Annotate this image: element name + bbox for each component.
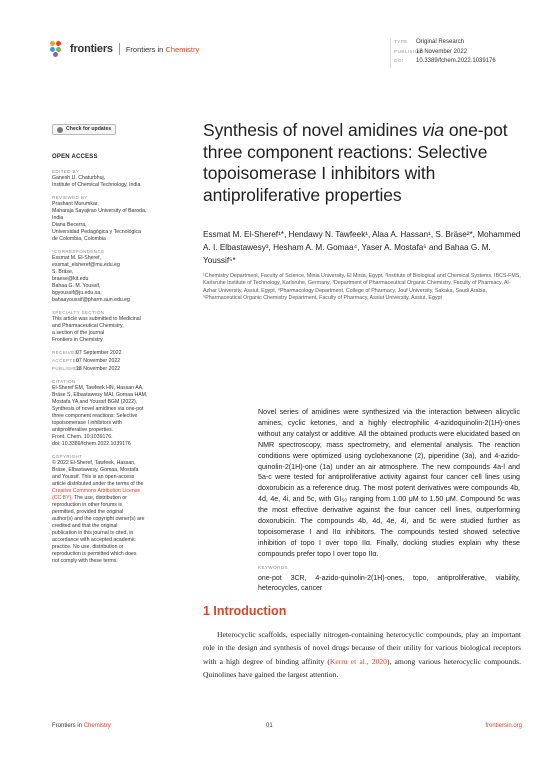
- page-number: 01: [266, 723, 273, 729]
- frontiers-logo[interactable]: [50, 41, 199, 57]
- correspondence: Essmat M. El-Sheref, essmat_elsheref@mu.edu.eg S. Bräse, braese@kit.edu Bahaa G. M. Youssif, bgyoussif@ju.edu.sa, bahaayoussif@pharm.aun.edu.eg: [52, 255, 130, 303]
- check-for-updates-button[interactable]: Check for updates: [52, 124, 116, 135]
- introduction-paragraph: Heterocyclic scaffolds, especially nitrogen-containing heterocyclic compounds, play an important role in the design and synthesis of novel drugs because of their utility for various biological receptors with a high degree of binding affinity (Kerru et al., 2020), among various heterocyclic compounds. Quinolines have gained the largest attention.: [203, 630, 521, 679]
- affiliations: ¹Chemistry Department, Faculty of Science, Minia University, El Minia, Egypt, ²Institute of Biological and Chemical Systems, IBCS-FMS, Karlsruhe Institute of Technology, Karlsruhe, Germany, ³Department of Pharmaceutical Organic Chemistry, Faculty of Pharmacy, Al-Azhar University, Assiut, Egypt, ⁴Pharmacology Department, College of Pharmacy, Jouf University, Sakaka, Saudi Arabia, ⁵Pharmaceutical Organic Chemistry Department, Faculty of Pharmacy, Assiut University, Assiut, Egypt: [203, 273, 521, 302]
- footer-site-link[interactable]: frontiersin.org: [485, 723, 522, 729]
- reviewed-by: Prashant Murumkar, Maharaja Sayajirao University of Baroda, India Diana Becerra, Universidad Pedagógica y Tecnológica de Colombia, Colombia: [52, 201, 147, 242]
- open-access-label: OPEN ACCESS: [52, 154, 98, 160]
- specialty-section: This article was submitted to Medicinal and Pharmaceutical Chemistry, a section of the journal Frontiers in Chemistry: [52, 316, 141, 343]
- citation: El-Sheref EM, Tawfeek HN, Hassan AA, Bräse S, Elbastawesy MAI, Gomaa HAM, Mostafa YA and Youssif BGM (2022), Synthesis of novel amidines via one-pot three component reactions: Selective topoisomerase I inhibitors with antiproliferative properties. Front. Chem. 10:1039176. doi: 10.3389/fchem.2022.1039176: [52, 385, 148, 447]
- published-date: 18 November 2022: [416, 48, 468, 55]
- footer-journal: Frontiers in Chemistry: [52, 723, 111, 729]
- abstract: Novel series of amidines were synthesized via the interaction between alicyclic amines, cyclic ketones, and a highly electrophilic 4-azidoquinolin-2(1H)-ones without any catalyst or additive. All the obtained products were elucidated based on NMR spectroscopy, mass spectrometry, and elemental analysis. The reaction conditions were optimized using cyclohexanone (2), piperidine (3a), and 4-azido-quinolin-2(1H)-one (1a) under an air atmosphere. The new compounds 4a-l and 5a-c were tested for antiproliferative activity against four cancer cell lines using doxorubicin as a reference drug. The most potent derivatives were compounds 4b, 4d, 4e, 4i, and 5c, with GI₅₀ ranging from 1.00 μM to 1.50 μM. Compound 5c was the most effective derivative against the four cancer cell lines, outperforming doxorubicin. The compounds 4b, 4d, 4e, 4i, and 5c were studied further as topoisomerase I and IIα inhibitors. The compounds tested showed selective inhibition of topo I over topo IIα. Finally, docking studies explain why these compounds prefer topo I over topo IIα.: [258, 408, 520, 558]
- author-list[interactable]: Essmat M. El-Sheref¹*, Hendawy N. Tawfeek¹, Alaa A. Hassan¹, S. Bräse²*, Mohammed A. I. Elbastawesy³, Hesham A. M. Gomaa⁴, Yaser A. Mostafa⁵ and Bahaa G. M. Youssif⁵*: [203, 230, 521, 265]
- article-meta: TYPE Original Research PUBLISHED18 November 2022 DOI 10.3389/fchem.2022.1039176: [394, 39, 496, 64]
- page-header: [50, 38, 510, 68]
- article-sidebar: Check for updates OPEN ACCESS EDITED BY Ganesh U. Chaturbhuj, Institute of Chemical Technology, India REVIEWED BY Prashant Murumkar, Maharaja Sayajirao University of Baroda, India Diana Becerra, Universidad Pedagógica y Tecnológica de Colombia, Colombia *CORRESPONDENCE Essmat M. El-Sheref, essmat_elsheref@mu.edu.eg S. Bräse, braese@kit.edu Bahaa G. M. Youssif, bgyoussif@ju.edu.sa, bahaayoussif@pharm.aun.edu.eg SPECIALTY SECTION This article was submitted to Medicinal and Pharmaceutical Chemistry, a section of the journal Frontiers in Chemistry RECEIVED07 September 2022 ACCEPTED07 November 2022 PUBLISHED18 November 2022 CITATION El-Sheref EM, Tawfeek HN, Hassan AA, Bräse S, Elbastawesy MAI, Gomaa HAM, Mostafa YA and Youssif BGM (2022), Synthesis of novel amidines via one-pot three component reactions: Selective topoisomerase I inhibitors with antiproliferative properties. Front. Chem. 10:1039176. doi: 10.3389/fchem.2022.1039176 COPYRIGHT © 2022 El-Sheref, Tawfeek, Hassan, Bräse, Elbastawesy, Gomaa, Mostafa and Youssif. This is an open-access article distributed under the terms of the Creative Commons Attribution License (CC BY). The use, distribution or reproduction in other forums is permitted, provided the original author(s) and the copyright owner(s) are credited and that the original publication in this journal is cited, in accordance with accepted academic practice. No use, distribution or reproduction is permitted which does not comply with these terms.: [52, 124, 188, 565]
- journal-name: Frontiers in Chemistry: [125, 44, 200, 54]
- section-heading-introduction: 1 Introduction: [203, 604, 287, 618]
- copyright: © 2022 El-Sheref, Tawfeek, Hassan, Bräse, Elbastawesy, Gomaa, Mostafa and Youssif. This is an open-access article distributed under the terms of the Creative Commons Attribution License (CC BY). The use, distribution or reproduction in other forums is permitted, provided the original author(s) and the copyright owner(s) are credited and that the original publication in this journal is cited, in accordance with accepted academic practice. No use, distribution or reproduction is permitted which does not comply with these terms.: [52, 460, 145, 564]
- update-icon: [57, 127, 63, 133]
- article-type: Original Research: [416, 39, 465, 45]
- keywords-label: KEYWORDS: [258, 565, 288, 570]
- frontiers-logo-icon: [50, 41, 66, 57]
- edited-by: Ganesh U. Chaturbhuj, Institute of Chemical Technology, India: [52, 175, 141, 188]
- brand-name: frontiers: [70, 43, 113, 55]
- doi[interactable]: 10.3389/fchem.2022.1039176: [416, 58, 496, 64]
- cc-by-license-link[interactable]: Creative Commons Attribution License (CC BY).: [52, 488, 141, 501]
- article-dates: RECEIVED07 September 2022 ACCEPTED07 November 2022 PUBLISHED18 November 2022: [52, 350, 122, 372]
- keywords: one-pot 3CR, 4-azido-quinolin-2(1H)-ones, topo, antiproliferative, viability, heterocycles, cancer: [258, 575, 520, 592]
- article-title: Synthesis of novel amidines via one-pot three component reactions: Selective topoisomerase I inhibitors with antiproliferative properties: [203, 120, 508, 205]
- article-main: [203, 120, 521, 303]
- reference-link[interactable]: Kerru et al., 2020: [329, 656, 387, 666]
